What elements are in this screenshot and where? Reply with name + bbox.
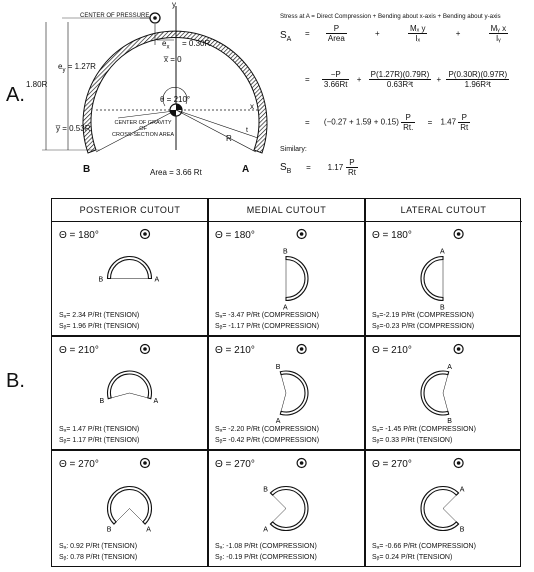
thickness-label: t: [246, 127, 248, 134]
stress-b-value: Sᵦ=-0.23 P/Rt (COMPRESSION): [372, 323, 475, 330]
point-a-label: A: [153, 398, 159, 406]
stress-a-value: Sₐ=-2.19 P/Rt (COMPRESSION): [372, 312, 474, 319]
equation-row-2: = $\frac{-P}{3.66Rt}$ + $\frac{P(1.27R)(0.79R)}{\text{0.63R³t}}$ + $\frac{P(0.30R)(0.97R)}{\text{1.96R³t}}$: [305, 70, 508, 89]
point-a-label: A: [447, 363, 452, 371]
cutout-edge-line: [443, 393, 449, 414]
point-b-label: B: [98, 276, 104, 284]
center-of-pressure-dot: [143, 232, 147, 236]
ey-label: $e_y = 1.27R$: [58, 62, 96, 74]
center-of-pressure-dot: [143, 461, 147, 465]
cutout-cell-medial-210: [208, 337, 364, 449]
point-a-label: A: [459, 486, 465, 494]
equation-row-3: = (−0.27 + 1.59 + 0.15) $\frac{P}{Rt.}$ = 1.47 $\frac{P}{Rt}$: [305, 113, 469, 132]
cutout-edge-line: [270, 509, 286, 525]
cross-section-ring: [83, 31, 267, 153]
center-of-pressure-dot: [300, 232, 304, 236]
equation-row-1: = $\frac{P}{\text{Area}}$ + $\frac{\text{Mₓ y}}{\text{Iₓ}}$ + $\frac{\text{Mᵧ x}}{\text{Iᵧ}}$: [305, 24, 507, 43]
point-a-label: A: [242, 164, 250, 175]
stress-b-value: Sᵦ= -1.17 P/Rt (COMPRESSION): [215, 323, 320, 330]
stress-b-value: Sᵦ= 1.17 P/Rt (TENSION): [59, 437, 140, 444]
cutout-cell-posterior-180: [52, 222, 207, 335]
point-a-label: A: [275, 418, 281, 426]
point-a-label: A: [283, 304, 288, 312]
ybar-label: y̅ = 0.53R: [56, 124, 91, 133]
point-b-label: B: [263, 486, 268, 494]
column-header-medial: MEDIAL CUTOUT: [208, 199, 365, 222]
cutout-cell-posterior-210: [52, 337, 207, 449]
cutout-angle-label: Θ = 180°: [59, 230, 99, 241]
stress-b-value: Sᵦ: 0.78 P/Rt (TENSION): [59, 554, 138, 561]
stress-a-value: Sₐ= 1.47 P/Rt (TENSION): [59, 426, 140, 433]
line-to-a: [176, 110, 256, 152]
stress-b-value: Sᵦ= 0.24 P/Rt (TENSION): [372, 554, 453, 561]
cutout-edge-line: [443, 493, 459, 509]
point-b-label: B: [447, 418, 452, 426]
point-b-label: B: [283, 248, 288, 256]
ring-section: [270, 487, 308, 531]
ring-section: [108, 257, 152, 279]
stress-a-value: Sₐ= -3.47 P/Rt (COMPRESSION): [215, 312, 319, 319]
cutout-edge-line: [114, 509, 130, 525]
ring-section: [421, 257, 443, 301]
point-a-label: A: [154, 276, 160, 284]
cutout-angle-label: Θ = 270°: [59, 459, 99, 470]
cutout-angle-label: Θ = 210°: [372, 345, 412, 356]
cutout-edge-line: [443, 372, 449, 393]
cutout-angle-label: Θ = 270°: [372, 459, 412, 470]
y-axis-label: y: [172, 0, 176, 9]
cutout-angle-label: Θ = 270°: [215, 459, 255, 470]
cutout-angle-label: Θ = 180°: [215, 230, 255, 241]
cutout-cell-lateral-270: [365, 451, 521, 566]
ring-section: [280, 371, 308, 415]
similarly-label: Similary:: [280, 146, 307, 153]
point-a-label: A: [263, 526, 268, 534]
height-label: 1.80R: [26, 80, 48, 89]
cutout-table: [51, 198, 521, 567]
cutout-cell-lateral-180: [365, 222, 521, 335]
column-header-lateral: LATERAL CUTOUT: [365, 199, 522, 222]
stress-b-value: Sᵦ: -0.19 P/Rt (COMPRESSION): [215, 554, 317, 561]
center-of-pressure-dot: [300, 347, 304, 351]
stress-a-value: Sₐ= -0.66 P/Rt (COMPRESSION): [372, 543, 476, 550]
column-header-posterior: POSTERIOR CUTOUT: [52, 199, 208, 222]
point-a-label: A: [440, 248, 445, 256]
xbar-label: x̅ = 0: [164, 55, 182, 64]
center-of-pressure-dot: [457, 461, 461, 465]
cutout-angle-label: Θ = 210°: [59, 345, 99, 356]
ex-value: = 0.30R: [182, 39, 211, 48]
stress-b-value: Sᵦ= -0.42 P/Rt (COMPRESSION): [215, 437, 320, 444]
ring-section: [421, 371, 449, 415]
cg-label: CENTER OF GRAVITY OF CROSS-SECTION AREA: [112, 120, 175, 138]
center-of-pressure-dot: [457, 232, 461, 236]
stress-a-value: Sₐ= -2.20 P/Rt (COMPRESSION): [215, 426, 319, 433]
point-b-label: B: [440, 304, 445, 312]
ring-section: [108, 487, 152, 525]
cutout-edge-line: [108, 393, 129, 399]
point-a-label: A: [146, 526, 151, 534]
stress-b-value: Sᵦ= 0.33 P/Rt (TENSION): [372, 437, 453, 444]
center-of-pressure-dot: [457, 347, 461, 351]
ring-section: [421, 487, 459, 531]
cutout-cell-lateral-210: [365, 337, 521, 449]
center-of-pressure-label: CENTER OF PRESSURE: [80, 13, 150, 19]
radius-label: R: [226, 134, 232, 143]
section-a-diagram: [0, 0, 270, 190]
area-label: Area = 3.66 Rt: [150, 168, 202, 177]
cutout-edge-line: [130, 509, 146, 525]
stress-a-value: Sₐ: 0.92 P/Rt (TENSION): [59, 543, 138, 550]
cutout-edge-line: [130, 393, 151, 399]
stress-title: Stress at A = Direct Compression + Bending about x-axis + Bending about y-axis: [280, 13, 501, 20]
sa-symbol: $S_A$: [280, 30, 292, 43]
point-b-label: B: [275, 363, 281, 371]
cutout-cell-medial-180: [208, 222, 364, 335]
stress-a-value: Sₐ: -1.08 P/Rt (COMPRESSION): [215, 543, 317, 550]
cutout-angle-label: Θ = 210°: [215, 345, 255, 356]
center-of-pressure-dot: [300, 461, 304, 465]
x-axis-label: x: [250, 102, 254, 111]
cutout-edge-line: [280, 372, 286, 393]
cutout-edge-line: [280, 393, 286, 414]
ex-label: $e_x$: [162, 39, 170, 51]
point-b-label: B: [83, 164, 91, 175]
cutout-angle-label: Θ = 180°: [372, 230, 412, 241]
point-b-label: B: [106, 526, 112, 534]
point-b-label: B: [459, 526, 465, 534]
stress-a-value: Sₐ= 2.34 P/Rt (TENSION): [59, 312, 140, 319]
theta-label: θ = 210°: [160, 95, 191, 104]
center-of-pressure-dot: [143, 347, 147, 351]
section-b-label: B.: [6, 370, 25, 392]
point-b-label: B: [99, 398, 105, 406]
stress-a-value: Sₐ= -1.45 P/Rt (COMPRESSION): [372, 426, 476, 433]
section-a-label: A.: [6, 84, 25, 106]
ring-section: [108, 371, 152, 399]
ring-section: [286, 257, 308, 301]
cutout-cell-medial-270: [208, 451, 364, 566]
stress-b-value: Sᵦ= 1.96 P/Rt (TENSION): [59, 323, 140, 330]
sb-equation: $S_B = 1.17$ $\frac{P}{Rt}$: [280, 158, 356, 177]
cutout-edge-line: [443, 509, 459, 525]
cutout-edge-line: [270, 493, 286, 509]
cutout-cell-posterior-270: [52, 451, 207, 566]
